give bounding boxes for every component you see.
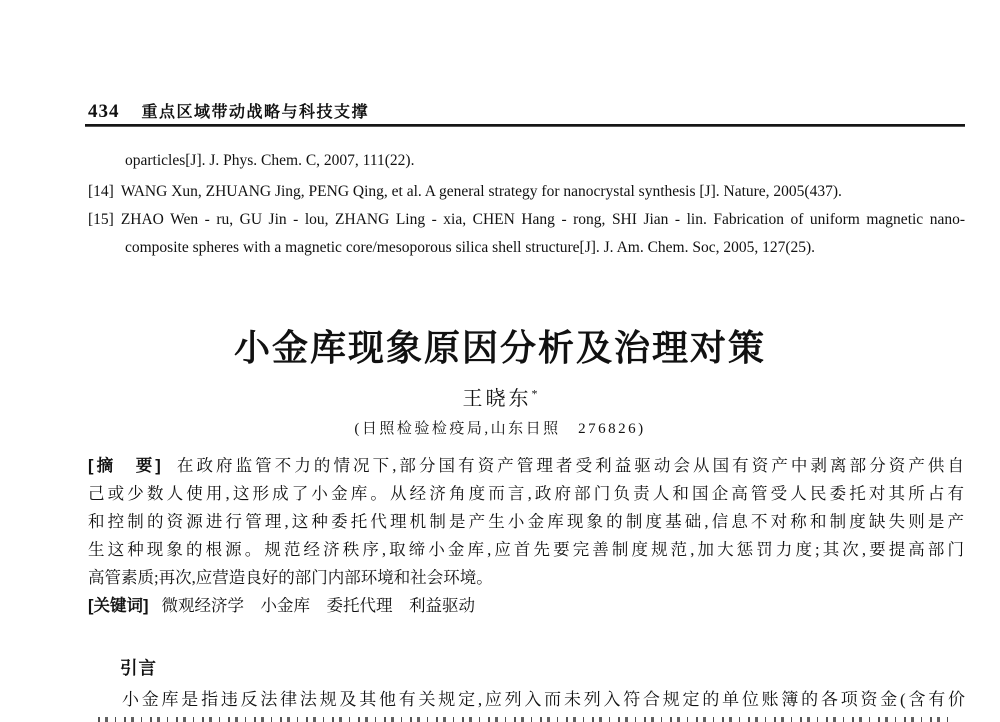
abstract-line: 高管素质;再次,应营造良好的部门内部环境和社会环境。 xyxy=(88,568,493,587)
running-header xyxy=(88,99,965,123)
article-title: 小金库现象原因分析及治理对策 xyxy=(233,327,766,368)
abstract-label: [摘 要] xyxy=(88,457,161,475)
abstract-block xyxy=(88,452,964,620)
header-rule xyxy=(85,124,965,127)
section-heading-introduction: 引言 xyxy=(120,658,157,678)
reference-label: [15] xyxy=(88,211,114,228)
reference-item-14 xyxy=(88,182,965,202)
abstract-line: 己或少数人使用,这形成了小金库。从经济角度而言,政府部门负责人和国企高管受人民委托对其所占有 xyxy=(88,484,964,503)
reference-continuation: oparticles[J]. J. Phys. Chem. C, 2007, 111(22). xyxy=(125,152,415,169)
abstract-line: 和控制的资源进行管理,这种委托代理机制是产生小金库现象的制度基础,信息不对称和制度缺失则是产 xyxy=(88,512,964,531)
author-name: 王晓东 xyxy=(462,388,532,410)
article-affiliation: (日照检验检疫局,山东日照 276826) xyxy=(354,421,646,437)
reference-item-15-line1 xyxy=(88,210,965,230)
reference-text: WANG Xun, ZHUANG Jing, PENG Qing, et al. A general strategy for nanocrystal synthesis [J]. Nature, 2005(437). xyxy=(120,183,842,200)
running-title: 重点区域带动战略与科技支撑 xyxy=(141,104,370,121)
keywords-label: [关键词] xyxy=(88,597,149,615)
clipped-text-line xyxy=(98,717,953,722)
abstract-text: 在政府监管不力的情况下,部分国有资产管理者受利益驱动会从国有资产中剥离部分资产供自 xyxy=(173,456,964,475)
keywords-line xyxy=(88,592,964,620)
keywords-text: 微观经济学 小金库 委托代理 利益驱动 xyxy=(161,596,475,615)
reference-text: ZHAO Wen - ru, GU Jin - lou, ZHANG Ling - xia, CHEN Hang - rong, SHI Jian - lin. Fabrication of uniform magnetic nano- xyxy=(120,211,965,228)
abstract-line: 生这种现象的根源。规范经济秩序,取缔小金库,应首先要完善制度规范,加大惩罚力度;其次,要提高部门 xyxy=(88,540,964,559)
author-footnote-mark: * xyxy=(531,386,538,401)
page-number: 434 xyxy=(88,101,120,122)
reference-label: [14] xyxy=(88,183,114,200)
body-paragraph-first-line: 小金库是指违反法律法规及其他有关规定,应列入而未列入符合规定的单位账簿的各项资金(含有价 xyxy=(122,690,965,709)
abstract-line xyxy=(88,452,964,480)
reference-item-15-line2: composite spheres with a magnetic core/mesoporous silica shell structure[J]. J. Am. Chem. Soc, 2005, 127(25). xyxy=(125,239,816,256)
article-author xyxy=(0,382,1000,411)
